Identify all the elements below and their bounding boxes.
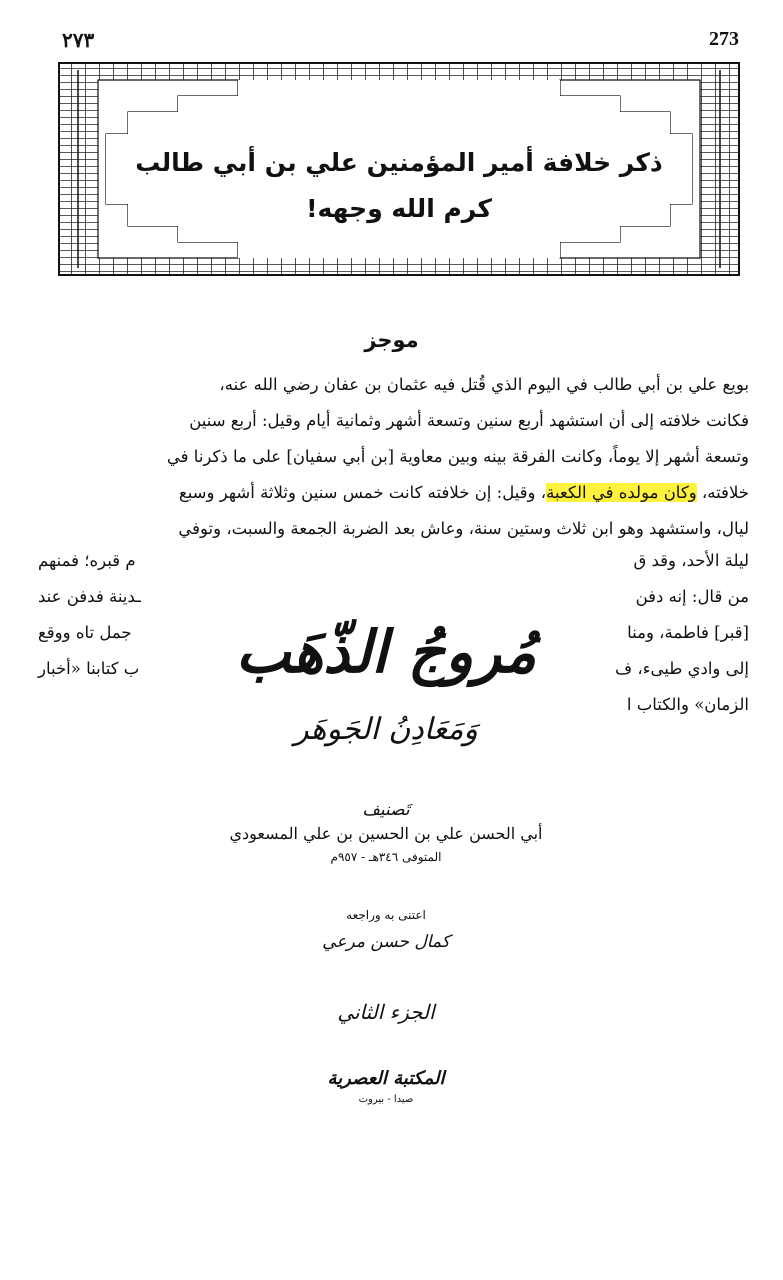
text-line-4	[179, 480, 749, 506]
partial-line-4-left: ب كتابنا «أخبار	[38, 659, 140, 678]
book-subtitle: وَمَعَادِنُ الجَوهَر	[294, 712, 478, 747]
partial-line-2-left: ـدينة فدفن عند	[38, 587, 141, 606]
partial-line-1-right: ليلة الأحد، وقد ق	[633, 551, 749, 570]
text-line-3: وتسعة أشهر إلا يوماً، وكانت الفرقة بينه وبين معاوية [بن أبي سفيان] على ما ذكرنا في	[166, 447, 749, 466]
partial-line-3-right: [قبر] فاطمة، ومنا	[627, 623, 749, 642]
editor-name: كمال حسن مرعي	[322, 932, 450, 952]
partial-line-1-left: م قبره؛ فمنهم	[38, 551, 136, 570]
chapter-title-line-2: كرم الله وجهه!	[306, 194, 492, 223]
chapter-title	[58, 140, 740, 232]
text-line-1: بويع علي بن أبي طالب في اليوم الذي قُتل فيه عثمان بن عفان رضي الله عنه،	[219, 375, 749, 394]
partial-line-2-right: من قال: إنه دفن	[635, 587, 749, 606]
text-line-4-start: خلافته،	[701, 483, 749, 502]
text-line-2: فكانت خلافته إلى أن استشهد أربع سنين وتسعة أشهر وثمانية أيام وقيل: أربع سنين	[189, 411, 749, 430]
partial-line-3-left: جمل تاه ووقع	[38, 623, 132, 642]
author-name: أبي الحسن علي بن الحسين بن علي المسعودي	[229, 824, 543, 843]
book-title: مُروجُ الذّهَب	[235, 618, 537, 686]
publisher-city: صيدا - بيروت	[358, 1094, 414, 1105]
author-death-date: المتوفى ٣٤٦هـ - ٩٥٧م	[330, 850, 442, 864]
partial-line-4-right: إلى وادي طيىء، ف	[615, 659, 749, 678]
edited-label: اعتنى به وراجعه	[346, 908, 426, 922]
partial-line-5-right: الزمان» والكتاب ا	[626, 695, 749, 714]
authored-label: تَصنيف	[362, 800, 410, 820]
text-line-4-end: ، وقيل: إن خلافته كانت خمس سنين وثلاثة أشهر وسبع	[178, 483, 547, 502]
chapter-title-line-1: ذكر خلافة أمير المؤمنين علي بن أبي طالب	[135, 148, 663, 177]
section-heading: موجز	[364, 328, 419, 352]
volume-label: الجزء الثاني	[337, 1000, 435, 1024]
highlighted-phrase: وكان مولده في الكعبة	[546, 483, 697, 502]
publisher-logo: المكتبة العصرية	[327, 1068, 445, 1089]
page-number-latin: 273	[709, 28, 739, 50]
page-number-arabic: ٢٧٣	[62, 30, 95, 52]
text-line-5: ليال، واستشهد وهو ابن ثلاث وستين سنة، وعاش بعد الضربة الجمعة والسبت، وتوفي	[178, 519, 749, 538]
